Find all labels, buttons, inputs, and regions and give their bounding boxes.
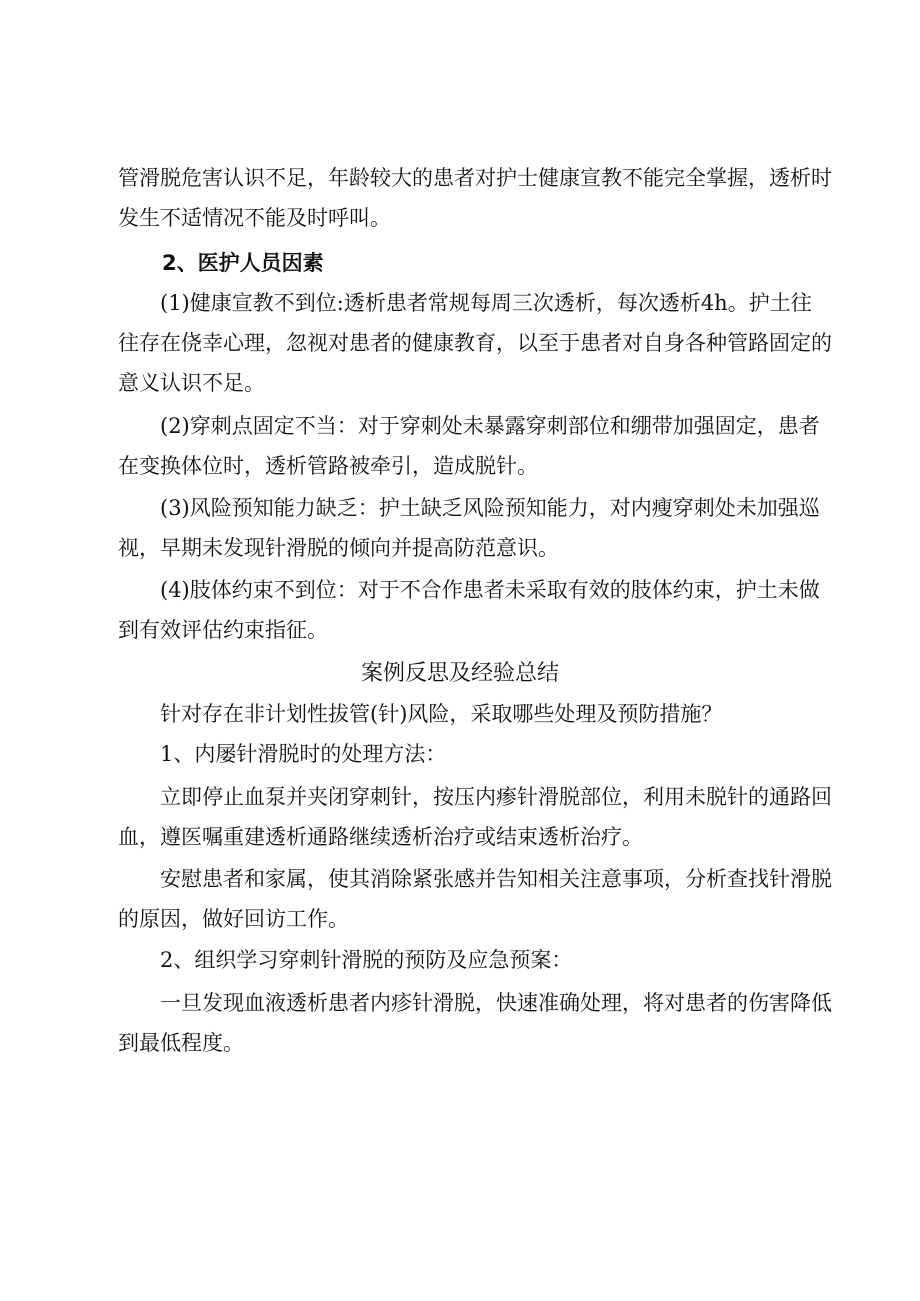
- list-item-line: (4)肢体约束不到位：对于不合作患者未采取有效的肢体约束，护土未做: [160, 578, 820, 602]
- list-item-line: 到有效评估约束指征。: [118, 618, 328, 642]
- subsection-title: 1、内屡针滑脱时的处理方法：: [160, 742, 447, 766]
- list-item-line: (3)风险预知能力缺乏：护土缺乏风险预知能力，对内瘦穿刺处未加强巡: [160, 496, 820, 520]
- paragraph-line: 立即停止血泵并夹闭穿刺针，按压内瘆针滑脱部位，利用未脱针的通路回: [160, 785, 832, 809]
- list-item-line: 视，早期未发现针滑脱的倾向并提高防范意识。: [118, 536, 559, 560]
- paragraph-line: 安慰患者和家属，使其消除紧张感并告知相关注意事项，分析查找针滑脱: [160, 867, 832, 891]
- list-item-line: (1)健康宣教不到位:透析患者常规每周三次透析，每次透析4h。护土往: [160, 291, 812, 315]
- list-item-line: 意义认识不足。: [118, 371, 265, 395]
- section-title: 2、医护人员因素: [162, 251, 324, 275]
- paragraph-line: 到最低程度。: [118, 1031, 244, 1055]
- section-heading: 案例反思及经验总结: [360, 661, 559, 686]
- paragraph-line: 的原因，做好回访工作。: [118, 907, 349, 931]
- list-item-line: (2)穿刺点固定不当：对于穿刺处未暴露穿刺部位和绷带加强固定，患者: [160, 414, 820, 438]
- list-item-line: 在变换体位时，透析管路被牵引，造成脱针。: [118, 454, 538, 478]
- paragraph-line: 血，遵医嘱重建透析通路继续透析治疗或结束透析治疗。: [118, 825, 643, 849]
- paragraph-line: 一旦发现血液透析患者内疹针滑脱，快速准确处理，将对患者的伤害降低: [160, 991, 832, 1015]
- subsection-title: 2、组织学习穿刺针滑脱的预防及应急预案：: [160, 948, 573, 972]
- question-line: 针对存在非计划性拔管(针)风险，采取哪些处理及预防措施？: [160, 702, 723, 726]
- list-item-line: 往存在侥幸心理，忽视对患者的健康教育，以至于患者对自身各种管路固定的: [118, 331, 832, 355]
- paragraph-line: 管滑脱危害认识不足，年龄较大的患者对护士健康宣教不能完全掌握，透析时: [118, 166, 832, 190]
- paragraph-line: 发生不适情况不能及时呼叫。: [118, 206, 391, 230]
